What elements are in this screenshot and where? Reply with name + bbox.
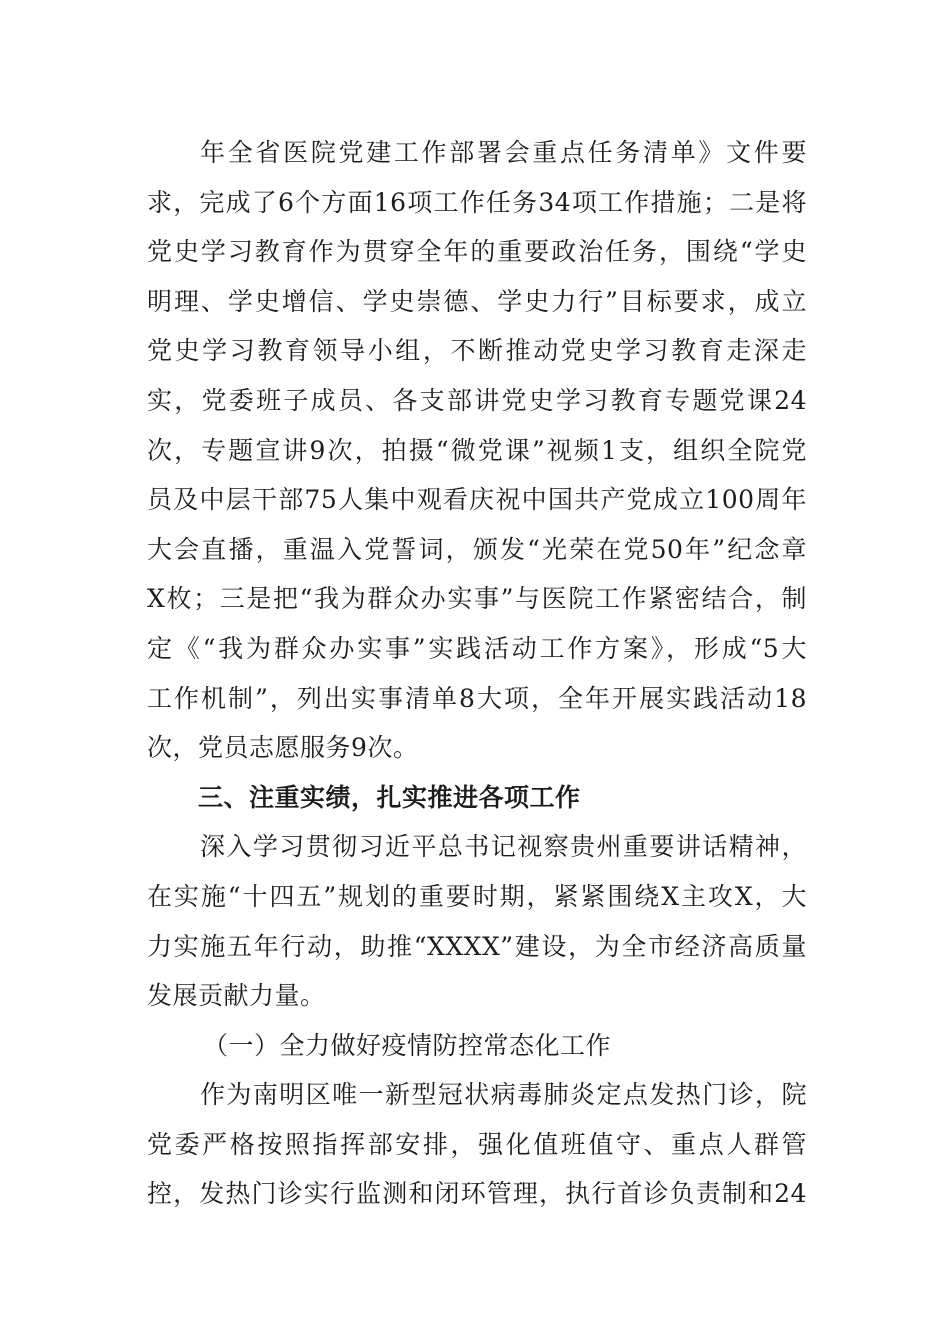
paragraph-line: 次，专题宣讲9次，拍摄“微党课”视频1支，组织全院党 [147, 435, 807, 465]
paragraph-line: 党史学习教育作为贯穿全年的重要政治任务，围绕“学史 [147, 237, 807, 267]
paragraph-line: 党委严格按照指挥部安排，强化值班值守、重点人群管 [147, 1129, 807, 1159]
paragraph-line: 明理、学史增信、学史崇德、学史力行”目标要求，成立 [147, 286, 807, 316]
paragraph-line: X枚；三是把“我为群众办实事”与医院工作紧密结合，制 [147, 584, 807, 614]
paragraph-line: 党史学习教育领导小组，不断推动党史学习教育走深走 [147, 336, 807, 366]
paragraph-line: 发展贡献力量。 [147, 981, 326, 1011]
paragraph-line: 深入学习贯彻习近平总书记视察贵州重要讲话精神， [200, 832, 807, 862]
paragraph-line: 次，党员志愿服务9次。 [147, 733, 419, 763]
paragraph-line: 力实施五年行动，助推“XXXX”建设，为全市经济高质量 [147, 931, 807, 961]
section-heading: 三、注重实绩，扎实推进各项工作 [198, 782, 581, 812]
paragraph-line: 员及中层干部75人集中观看庆祝中国共产党成立100周年 [147, 485, 807, 515]
paragraph-line: 定《“我为群众办实事”实践活动工作方案》，形成“5大 [147, 633, 807, 663]
document-body [147, 128, 807, 1219]
paragraph-line: 年全省医院党建工作部署会重点任务清单》文件要 [200, 138, 807, 167]
subsection-heading: （一）全力做好疫情防控常态化工作 [203, 1030, 612, 1060]
paragraph-line: 求，完成了6个方面16项工作任务34项工作措施；二是将 [147, 187, 807, 217]
paragraph-line: 在实施“十四五”规划的重要时期，紧紧围绕X主攻X，大 [147, 881, 807, 911]
paragraph-line: 作为南明区唯一新型冠状病毒肺炎定点发热门诊，院 [200, 1080, 807, 1110]
paragraph-line: 控，发热门诊实行监测和闭环管理，执行首诊负责制和24 [147, 1179, 807, 1209]
paragraph-line: 实，党委班子成员、各支部讲党史学习教育专题党课24 [147, 385, 807, 415]
paragraph-line: 工作机制”，列出实事清单8大项，全年开展实践活动18 [147, 683, 807, 713]
paragraph-line: 大会直播，重温入党誓词，颁发“光荣在党50年”纪念章 [147, 534, 807, 564]
